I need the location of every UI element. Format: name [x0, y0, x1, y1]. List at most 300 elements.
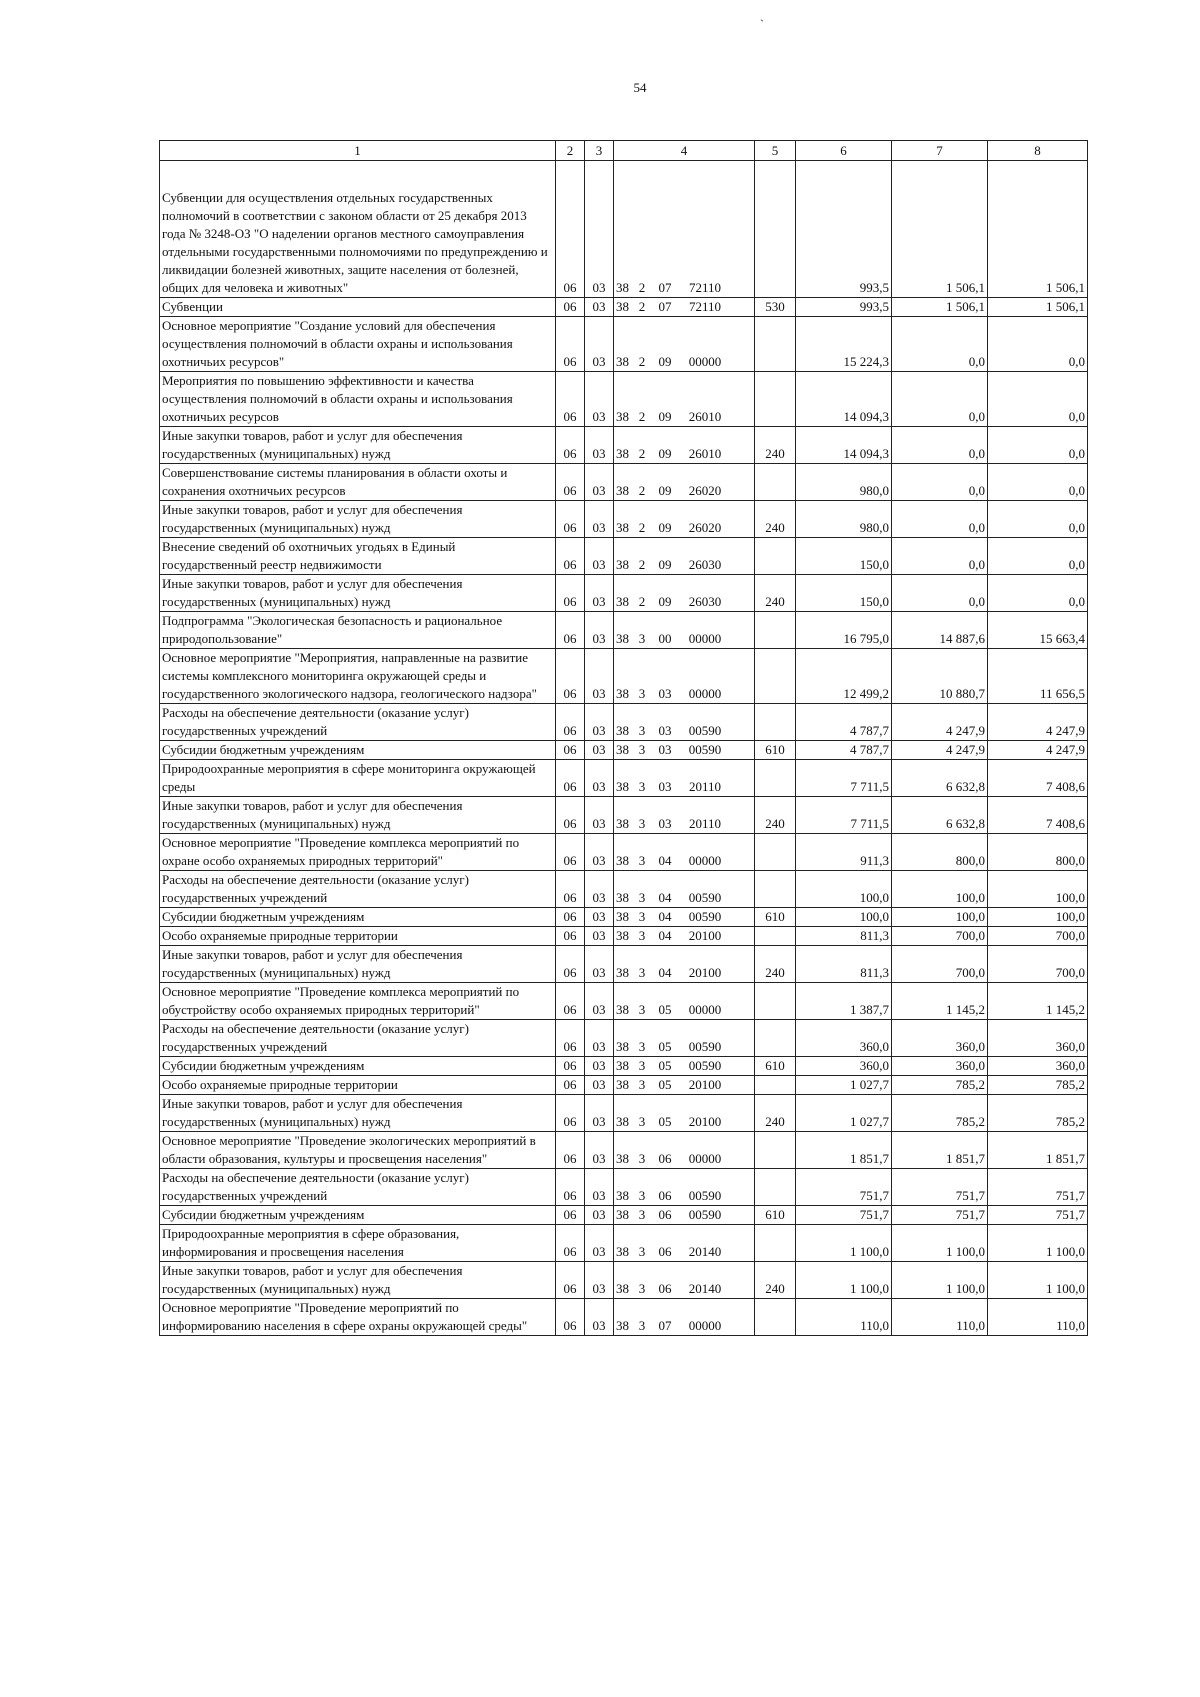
expense-type-code: 610 — [755, 1057, 796, 1076]
article-code-part: 38 — [616, 1318, 629, 1333]
table-row — [160, 575, 1088, 612]
article-code-part: 26010 — [688, 409, 722, 424]
table-row — [160, 797, 1088, 834]
amount-col-7: 100,0 — [892, 908, 988, 927]
row-description: Иные закупки товаров, работ и услуг для обеспечения государственных (муниципальных) нужд — [160, 797, 556, 834]
amount-col-7: 0,0 — [892, 501, 988, 538]
subsection-code: 03 — [585, 927, 614, 946]
article-code-part: 38 — [616, 354, 629, 369]
row-description: Субсидии бюджетным учреждениям — [160, 908, 556, 927]
article-code-part: 3 — [638, 890, 646, 905]
target-article-code — [614, 760, 755, 797]
article-code-part: 72110 — [688, 280, 722, 295]
amount-col-7: 1 145,2 — [892, 983, 988, 1020]
row-description: Расходы на обеспечение деятельности (оказание услуг) государственных учреждений — [160, 1169, 556, 1206]
amount-col-6: 100,0 — [796, 871, 892, 908]
target-article-code — [614, 741, 755, 760]
amount-col-6: 7 711,5 — [796, 760, 892, 797]
row-description: Иные закупки товаров, работ и услуг для обеспечения государственных (муниципальных) нужд — [160, 1262, 556, 1299]
row-description: Иные закупки товаров, работ и услуг для обеспечения государственных (муниципальных) нужд — [160, 575, 556, 612]
article-code-part: 3 — [638, 1318, 646, 1333]
subsection-code: 03 — [585, 834, 614, 871]
amount-col-8: 1 506,1 — [988, 161, 1088, 298]
amount-col-7: 0,0 — [892, 464, 988, 501]
amount-col-7: 360,0 — [892, 1057, 988, 1076]
table-row — [160, 1076, 1088, 1095]
article-code-part: 3 — [638, 853, 646, 868]
section-code: 06 — [556, 612, 585, 649]
article-code-part: 3 — [638, 779, 646, 794]
target-article-code — [614, 649, 755, 704]
row-description: Основное мероприятие "Проведение экологических мероприятий в области образования, культуры и просвещения населения" — [160, 1132, 556, 1169]
subsection-code: 03 — [585, 1206, 614, 1225]
article-code-part: 38 — [616, 280, 629, 295]
article-code-part: 2 — [638, 409, 646, 424]
amount-col-6: 360,0 — [796, 1057, 892, 1076]
article-code-part: 38 — [616, 816, 629, 831]
section-code: 06 — [556, 927, 585, 946]
amount-col-8: 11 656,5 — [988, 649, 1088, 704]
table-header — [160, 141, 1088, 161]
amount-col-6: 4 787,7 — [796, 741, 892, 760]
amount-col-6: 1 387,7 — [796, 983, 892, 1020]
budget-table — [159, 140, 1088, 1336]
table-row — [160, 1132, 1088, 1169]
header-row — [160, 141, 1088, 161]
amount-col-6: 4 787,7 — [796, 704, 892, 741]
amount-col-6: 1 027,7 — [796, 1076, 892, 1095]
article-code-part: 38 — [616, 1188, 629, 1203]
amount-col-6: 14 094,3 — [796, 427, 892, 464]
article-code-part: 2 — [638, 280, 646, 295]
section-code: 06 — [556, 464, 585, 501]
article-code-part: 3 — [638, 1114, 646, 1129]
target-article-code — [614, 1132, 755, 1169]
subsection-code: 03 — [585, 298, 614, 317]
table-row — [160, 946, 1088, 983]
subsection-code: 03 — [585, 1225, 614, 1262]
row-description: Субвенции для осуществления отдельных государственных полномочий в соответствии с законом области от 25 декабря 2013 года № 3248-ОЗ "О наделении органов местного самоуправления отдельными государственными полномочиями по предупреждению и ликвидации болезней животных, защите населения от болезней, общих для человека и животных" — [160, 161, 556, 298]
article-code-part: 3 — [638, 1188, 646, 1203]
article-code-part: 38 — [616, 520, 629, 535]
amount-col-7: 1 100,0 — [892, 1262, 988, 1299]
expense-type-code — [755, 760, 796, 797]
col-header-3: 3 — [585, 141, 614, 161]
article-code-part: 00590 — [688, 742, 722, 757]
article-code-part: 26020 — [688, 483, 722, 498]
article-code-part: 38 — [616, 723, 629, 738]
amount-col-7: 751,7 — [892, 1206, 988, 1225]
amount-col-6: 12 499,2 — [796, 649, 892, 704]
row-description: Основное мероприятие "Проведение комплекса мероприятий по охране особо охраняемых природных территорий" — [160, 834, 556, 871]
row-description: Расходы на обеспечение деятельности (оказание услуг) государственных учреждений — [160, 704, 556, 741]
article-code-part: 26020 — [688, 520, 722, 535]
article-code-part: 00590 — [688, 1039, 722, 1054]
article-code-part: 38 — [616, 557, 629, 572]
table-row — [160, 501, 1088, 538]
article-code-part: 38 — [616, 890, 629, 905]
article-code-part: 20100 — [688, 928, 722, 943]
article-code-part: 38 — [616, 299, 629, 314]
row-description: Особо охраняемые природные территории — [160, 1076, 556, 1095]
target-article-code — [614, 1057, 755, 1076]
amount-col-8: 15 663,4 — [988, 612, 1088, 649]
amount-col-7: 10 880,7 — [892, 649, 988, 704]
table-row — [160, 427, 1088, 464]
article-code-part: 07 — [658, 280, 672, 295]
target-article-code — [614, 1262, 755, 1299]
table-row — [160, 161, 1088, 298]
article-code-part: 38 — [616, 1151, 629, 1166]
target-article-code — [614, 908, 755, 927]
subsection-code: 03 — [585, 871, 614, 908]
section-code: 06 — [556, 1057, 585, 1076]
target-article-code — [614, 1095, 755, 1132]
table-row — [160, 927, 1088, 946]
amount-col-6: 360,0 — [796, 1020, 892, 1057]
subsection-code: 03 — [585, 946, 614, 983]
amount-col-7: 800,0 — [892, 834, 988, 871]
amount-col-7: 0,0 — [892, 372, 988, 427]
article-code-part: 38 — [616, 1039, 629, 1054]
section-code: 06 — [556, 1095, 585, 1132]
article-code-part: 2 — [638, 299, 646, 314]
row-description: Природоохранные мероприятия в сфере мониторинга окружающей среды — [160, 760, 556, 797]
row-description: Мероприятия по повышению эффективности и качества осуществления полномочий в области охраны и использования охотничьих ресурсов — [160, 372, 556, 427]
article-code-part: 00590 — [688, 890, 722, 905]
expense-type-code — [755, 1225, 796, 1262]
row-description: Внесение сведений об охотничьих угодьях в Единый государственный реестр недвижимости — [160, 538, 556, 575]
article-code-part: 04 — [658, 890, 672, 905]
article-code-part: 05 — [658, 1039, 672, 1054]
row-description: Иные закупки товаров, работ и услуг для обеспечения государственных (муниципальных) нужд — [160, 501, 556, 538]
amount-col-6: 993,5 — [796, 161, 892, 298]
expense-type-code — [755, 649, 796, 704]
section-code: 06 — [556, 834, 585, 871]
article-code-part: 2 — [638, 557, 646, 572]
subsection-code: 03 — [585, 1057, 614, 1076]
expense-type-code — [755, 1299, 796, 1336]
article-code-part: 00 — [658, 631, 672, 646]
section-code: 06 — [556, 1169, 585, 1206]
amount-col-8: 0,0 — [988, 372, 1088, 427]
article-code-part: 38 — [616, 483, 629, 498]
target-article-code — [614, 797, 755, 834]
amount-col-8: 0,0 — [988, 575, 1088, 612]
expense-type-code: 240 — [755, 501, 796, 538]
amount-col-6: 751,7 — [796, 1206, 892, 1225]
table-row — [160, 538, 1088, 575]
expense-type-code — [755, 1076, 796, 1095]
amount-col-8: 800,0 — [988, 834, 1088, 871]
section-code: 06 — [556, 1076, 585, 1095]
article-code-part: 03 — [658, 742, 672, 757]
subsection-code: 03 — [585, 797, 614, 834]
row-description: Субсидии бюджетным учреждениям — [160, 741, 556, 760]
article-code-part: 2 — [638, 520, 646, 535]
table-row — [160, 1299, 1088, 1336]
amount-col-8: 110,0 — [988, 1299, 1088, 1336]
article-code-part: 3 — [638, 1207, 646, 1222]
table-body — [160, 161, 1088, 1336]
article-code-part: 09 — [658, 557, 672, 572]
amount-col-6: 14 094,3 — [796, 372, 892, 427]
section-code: 06 — [556, 298, 585, 317]
article-code-part: 09 — [658, 409, 672, 424]
amount-col-8: 1 145,2 — [988, 983, 1088, 1020]
section-code: 06 — [556, 797, 585, 834]
subsection-code: 03 — [585, 538, 614, 575]
article-code-part: 38 — [616, 1114, 629, 1129]
row-description: Расходы на обеспечение деятельности (оказание услуг) государственных учреждений — [160, 1020, 556, 1057]
article-code-part: 38 — [616, 446, 629, 461]
row-description: Иные закупки товаров, работ и услуг для обеспечения государственных (муниципальных) нужд — [160, 427, 556, 464]
article-code-part: 04 — [658, 853, 672, 868]
row-description: Основное мероприятие "Проведение мероприятий по информированию населения в сфере охраны окружающей среды" — [160, 1299, 556, 1336]
subsection-code: 03 — [585, 612, 614, 649]
table-row — [160, 1206, 1088, 1225]
article-code-part: 3 — [638, 1281, 646, 1296]
amount-col-6: 16 795,0 — [796, 612, 892, 649]
target-article-code — [614, 834, 755, 871]
article-code-part: 20100 — [688, 1077, 722, 1092]
article-code-part: 06 — [658, 1188, 672, 1203]
col-header-4: 4 — [614, 141, 755, 161]
expense-type-code — [755, 1020, 796, 1057]
expense-type-code — [755, 1169, 796, 1206]
table-row — [160, 1225, 1088, 1262]
article-code-part: 38 — [616, 742, 629, 757]
table-row — [160, 298, 1088, 317]
table-row — [160, 649, 1088, 704]
section-code: 06 — [556, 908, 585, 927]
expense-type-code: 610 — [755, 1206, 796, 1225]
subsection-code: 03 — [585, 464, 614, 501]
target-article-code — [614, 612, 755, 649]
amount-col-6: 100,0 — [796, 908, 892, 927]
row-description: Основное мероприятие "Проведение комплекса мероприятий по обустройству особо охраняемых природных территорий" — [160, 983, 556, 1020]
subsection-code: 03 — [585, 1076, 614, 1095]
row-description: Природоохранные мероприятия в сфере образования, информирования и просвещения населения — [160, 1225, 556, 1262]
article-code-part: 00000 — [688, 1318, 722, 1333]
amount-col-8: 4 247,9 — [988, 741, 1088, 760]
amount-col-6: 993,5 — [796, 298, 892, 317]
article-code-part: 38 — [616, 1058, 629, 1073]
target-article-code — [614, 501, 755, 538]
article-code-part: 06 — [658, 1281, 672, 1296]
article-code-part: 38 — [616, 631, 629, 646]
article-code-part: 09 — [658, 446, 672, 461]
row-description: Подпрограмма "Экологическая безопасность и рациональное природопользование" — [160, 612, 556, 649]
table-row — [160, 317, 1088, 372]
section-code: 06 — [556, 1299, 585, 1336]
subsection-code: 03 — [585, 161, 614, 298]
subsection-code: 03 — [585, 1169, 614, 1206]
article-code-part: 03 — [658, 723, 672, 738]
expense-type-code — [755, 927, 796, 946]
article-code-part: 38 — [616, 928, 629, 943]
subsection-code: 03 — [585, 427, 614, 464]
page-number: 54 — [633, 80, 647, 95]
amount-col-8: 751,7 — [988, 1169, 1088, 1206]
article-code-part: 03 — [658, 686, 672, 701]
article-code-part: 20110 — [688, 816, 722, 831]
subsection-code: 03 — [585, 760, 614, 797]
article-code-part: 72110 — [688, 299, 722, 314]
subsection-code: 03 — [585, 1132, 614, 1169]
amount-col-8: 0,0 — [988, 501, 1088, 538]
subsection-code: 03 — [585, 741, 614, 760]
article-code-part: 3 — [638, 1244, 646, 1259]
col-header-1: 1 — [160, 141, 556, 161]
amount-col-6: 751,7 — [796, 1169, 892, 1206]
target-article-code — [614, 161, 755, 298]
row-description: Основное мероприятие "Мероприятия, направленные на развитие системы комплексного мониторинга окружающей среды и государственного экологического надзора, геологического надзора" — [160, 649, 556, 704]
article-code-part: 3 — [638, 742, 646, 757]
article-code-part: 00000 — [688, 631, 722, 646]
amount-col-6: 980,0 — [796, 464, 892, 501]
section-code: 06 — [556, 1262, 585, 1299]
row-description: Основное мероприятие "Создание условий для обеспечения осуществления полномочий в области охраны и использования охотничьих ресурсов" — [160, 317, 556, 372]
target-article-code — [614, 946, 755, 983]
article-code-part: 20100 — [688, 965, 722, 980]
subsection-code: 03 — [585, 501, 614, 538]
article-code-part: 04 — [658, 909, 672, 924]
table-row — [160, 1169, 1088, 1206]
expense-type-code — [755, 464, 796, 501]
amount-col-7: 1 506,1 — [892, 161, 988, 298]
subsection-code: 03 — [585, 908, 614, 927]
amount-col-8: 785,2 — [988, 1095, 1088, 1132]
article-code-part: 00000 — [688, 354, 722, 369]
amount-col-8: 100,0 — [988, 871, 1088, 908]
subsection-code: 03 — [585, 575, 614, 612]
article-code-part: 38 — [616, 1077, 629, 1092]
section-code: 06 — [556, 760, 585, 797]
amount-col-7: 6 632,8 — [892, 797, 988, 834]
target-article-code — [614, 1299, 755, 1336]
article-code-part: 00590 — [688, 909, 722, 924]
article-code-part: 3 — [638, 1058, 646, 1073]
amount-col-6: 1 100,0 — [796, 1262, 892, 1299]
section-code: 06 — [556, 427, 585, 464]
row-description: Иные закупки товаров, работ и услуг для обеспечения государственных (муниципальных) нужд — [160, 1095, 556, 1132]
table-row — [160, 834, 1088, 871]
expense-type-code: 530 — [755, 298, 796, 317]
article-code-part: 26030 — [688, 594, 722, 609]
expense-type-code: 240 — [755, 1095, 796, 1132]
col-header-5: 5 — [755, 141, 796, 161]
article-code-part: 09 — [658, 354, 672, 369]
expense-type-code — [755, 1132, 796, 1169]
amount-col-7: 6 632,8 — [892, 760, 988, 797]
amount-col-7: 751,7 — [892, 1169, 988, 1206]
table-row — [160, 1262, 1088, 1299]
expense-type-code — [755, 612, 796, 649]
expense-type-code — [755, 161, 796, 298]
expense-type-code — [755, 834, 796, 871]
amount-col-8: 100,0 — [988, 908, 1088, 927]
article-code-part: 06 — [658, 1207, 672, 1222]
subsection-code: 03 — [585, 649, 614, 704]
amount-col-7: 360,0 — [892, 1020, 988, 1057]
target-article-code — [614, 1169, 755, 1206]
expense-type-code — [755, 317, 796, 372]
amount-col-7: 785,2 — [892, 1095, 988, 1132]
article-code-part: 05 — [658, 1002, 672, 1017]
amount-col-7: 0,0 — [892, 538, 988, 575]
article-code-part: 09 — [658, 483, 672, 498]
scan-artifact-mark: ˏ — [760, 8, 764, 22]
article-code-part: 03 — [658, 816, 672, 831]
article-code-part: 38 — [616, 594, 629, 609]
amount-col-8: 1 851,7 — [988, 1132, 1088, 1169]
target-article-code — [614, 538, 755, 575]
table-row — [160, 612, 1088, 649]
article-code-part: 00000 — [688, 853, 722, 868]
amount-col-8: 1 100,0 — [988, 1262, 1088, 1299]
amount-col-6: 1 027,7 — [796, 1095, 892, 1132]
article-code-part: 38 — [616, 853, 629, 868]
expense-type-code: 240 — [755, 797, 796, 834]
article-code-part: 09 — [658, 594, 672, 609]
row-description: Субвенции — [160, 298, 556, 317]
article-code-part: 05 — [658, 1114, 672, 1129]
article-code-part: 20140 — [688, 1281, 722, 1296]
amount-col-7: 4 247,9 — [892, 741, 988, 760]
table-row — [160, 704, 1088, 741]
table-row — [160, 372, 1088, 427]
article-code-part: 00590 — [688, 1207, 722, 1222]
article-code-part: 38 — [616, 1244, 629, 1259]
amount-col-8: 7 408,6 — [988, 760, 1088, 797]
target-article-code — [614, 464, 755, 501]
article-code-part: 20110 — [688, 779, 722, 794]
article-code-part: 05 — [658, 1077, 672, 1092]
target-article-code — [614, 1225, 755, 1262]
row-description: Расходы на обеспечение деятельности (оказание услуг) государственных учреждений — [160, 871, 556, 908]
amount-col-8: 0,0 — [988, 464, 1088, 501]
article-code-part: 00590 — [688, 723, 722, 738]
amount-col-7: 1 851,7 — [892, 1132, 988, 1169]
amount-col-6: 7 711,5 — [796, 797, 892, 834]
article-code-part: 2 — [638, 594, 646, 609]
section-code: 06 — [556, 946, 585, 983]
amount-col-6: 811,3 — [796, 927, 892, 946]
target-article-code — [614, 1020, 755, 1057]
col-header-8: 8 — [988, 141, 1088, 161]
amount-col-7: 785,2 — [892, 1076, 988, 1095]
subsection-code: 03 — [585, 317, 614, 372]
expense-type-code — [755, 372, 796, 427]
target-article-code — [614, 871, 755, 908]
amount-col-7: 700,0 — [892, 927, 988, 946]
article-code-part: 05 — [658, 1058, 672, 1073]
target-article-code — [614, 427, 755, 464]
expense-type-code: 240 — [755, 1262, 796, 1299]
article-code-part: 3 — [638, 1151, 646, 1166]
expense-type-code — [755, 538, 796, 575]
expense-type-code — [755, 871, 796, 908]
target-article-code — [614, 317, 755, 372]
article-code-part: 07 — [658, 299, 672, 314]
article-code-part: 20100 — [688, 1114, 722, 1129]
section-code: 06 — [556, 538, 585, 575]
article-code-part: 3 — [638, 1039, 646, 1054]
amount-col-8: 4 247,9 — [988, 704, 1088, 741]
amount-col-8: 1 100,0 — [988, 1225, 1088, 1262]
subsection-code: 03 — [585, 1020, 614, 1057]
